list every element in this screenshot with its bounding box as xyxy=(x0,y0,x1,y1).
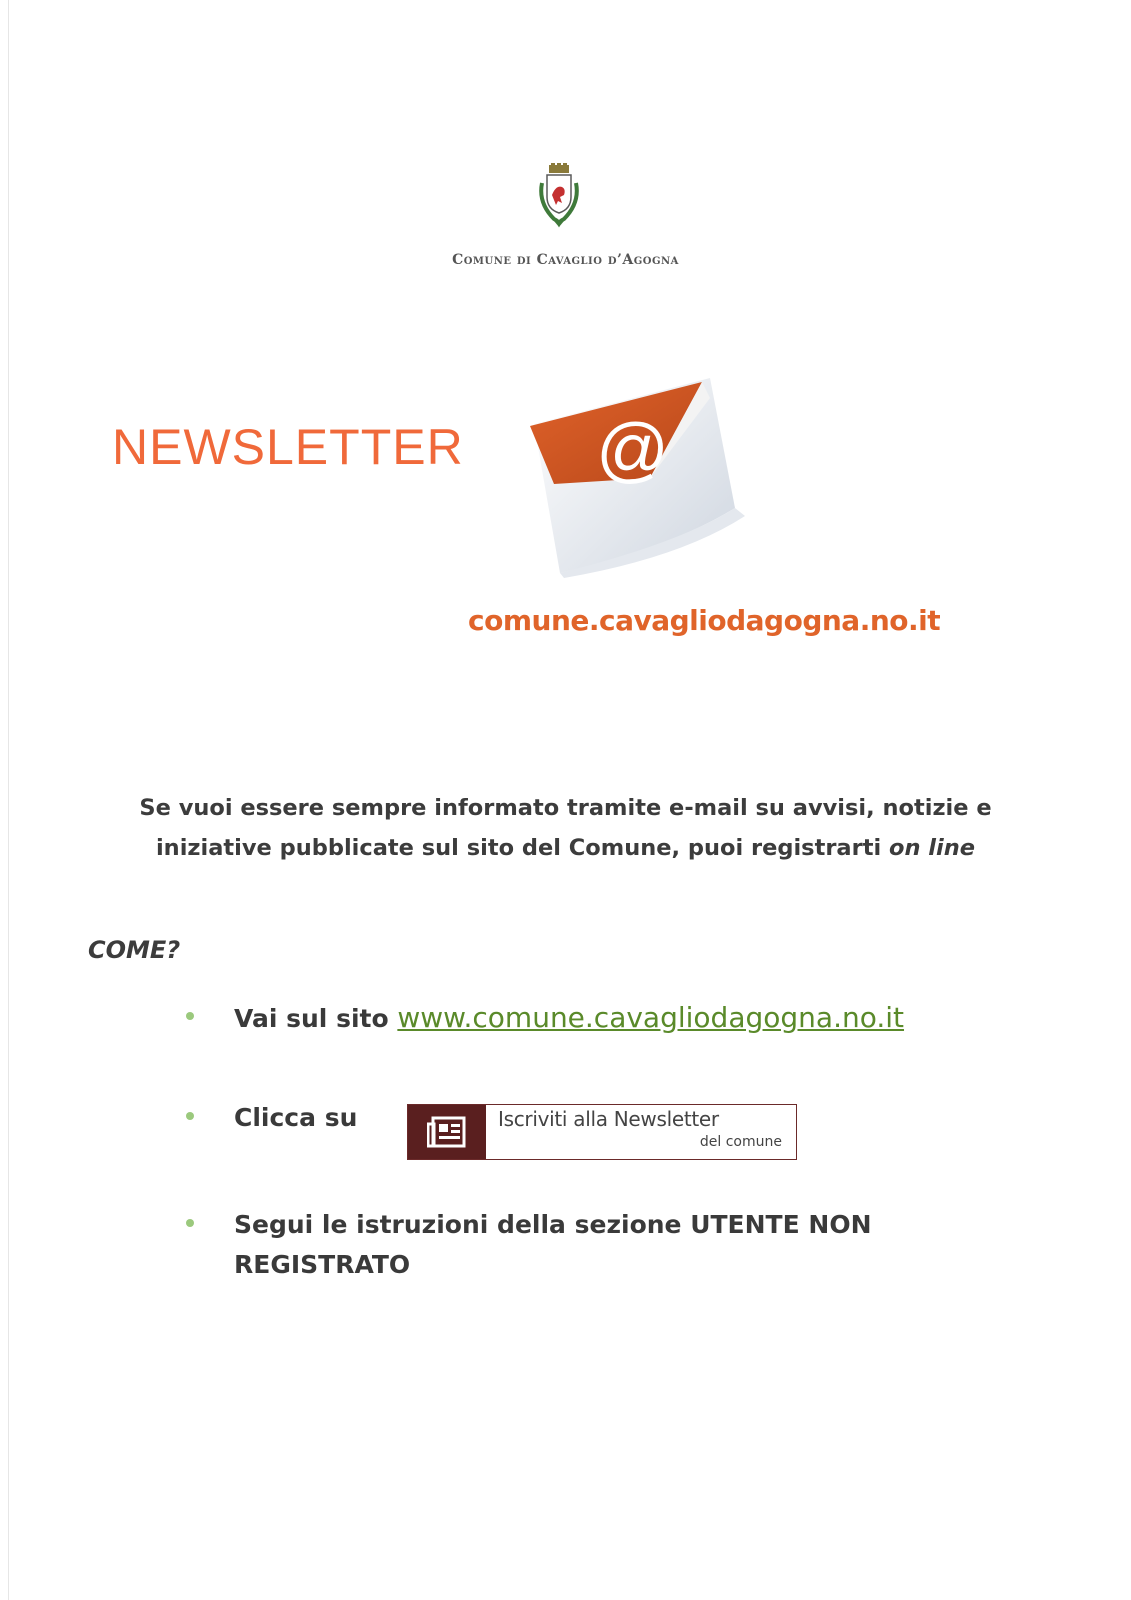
newsletter-subscribe-button[interactable] xyxy=(407,1104,797,1160)
bullet-icon xyxy=(186,1219,194,1227)
step-visit-site xyxy=(186,998,904,1039)
municipal-crest-icon xyxy=(536,163,582,229)
how-heading: COME? xyxy=(88,936,181,964)
intro-line-2 xyxy=(60,828,1071,868)
newsletter-title: NEWSLETTER xyxy=(112,419,464,475)
municipality-name: Comune di Cavaglio d’Agogna xyxy=(452,252,679,268)
button-label-line-1: Iscriviti alla Newsletter xyxy=(498,1107,719,1131)
step-1-text: Vai sul sito xyxy=(234,1004,398,1033)
step-follow-instructions xyxy=(186,1205,986,1285)
intro-online-italic: on line xyxy=(889,835,976,861)
step-click xyxy=(186,1098,357,1138)
step-2-text: Clicca su xyxy=(234,1103,358,1132)
intro-paragraph xyxy=(60,788,1071,868)
step-3-text: Segui le istruzioni della sezione UTENTE NON REGISTRATO xyxy=(234,1210,872,1279)
intro-line-2-text: iniziative pubblicate sul sito del Comune, puoi registrarti xyxy=(155,835,889,861)
website-link[interactable]: www.comune.cavagliodagogna.no.it xyxy=(397,1001,905,1034)
newspaper-icon xyxy=(408,1105,486,1159)
bullet-icon xyxy=(186,1112,194,1120)
intro-line-1: Se vuoi essere sempre informato tramite e-mail su avvisi, notizie e xyxy=(139,795,992,821)
site-url[interactable]: comune.cavagliodagogna.no.it xyxy=(468,604,941,637)
at-symbol: @ xyxy=(596,410,670,490)
bullet-icon xyxy=(186,1012,194,1020)
email-envelope-icon xyxy=(530,378,760,588)
button-label-line-2: del comune xyxy=(699,1134,782,1150)
